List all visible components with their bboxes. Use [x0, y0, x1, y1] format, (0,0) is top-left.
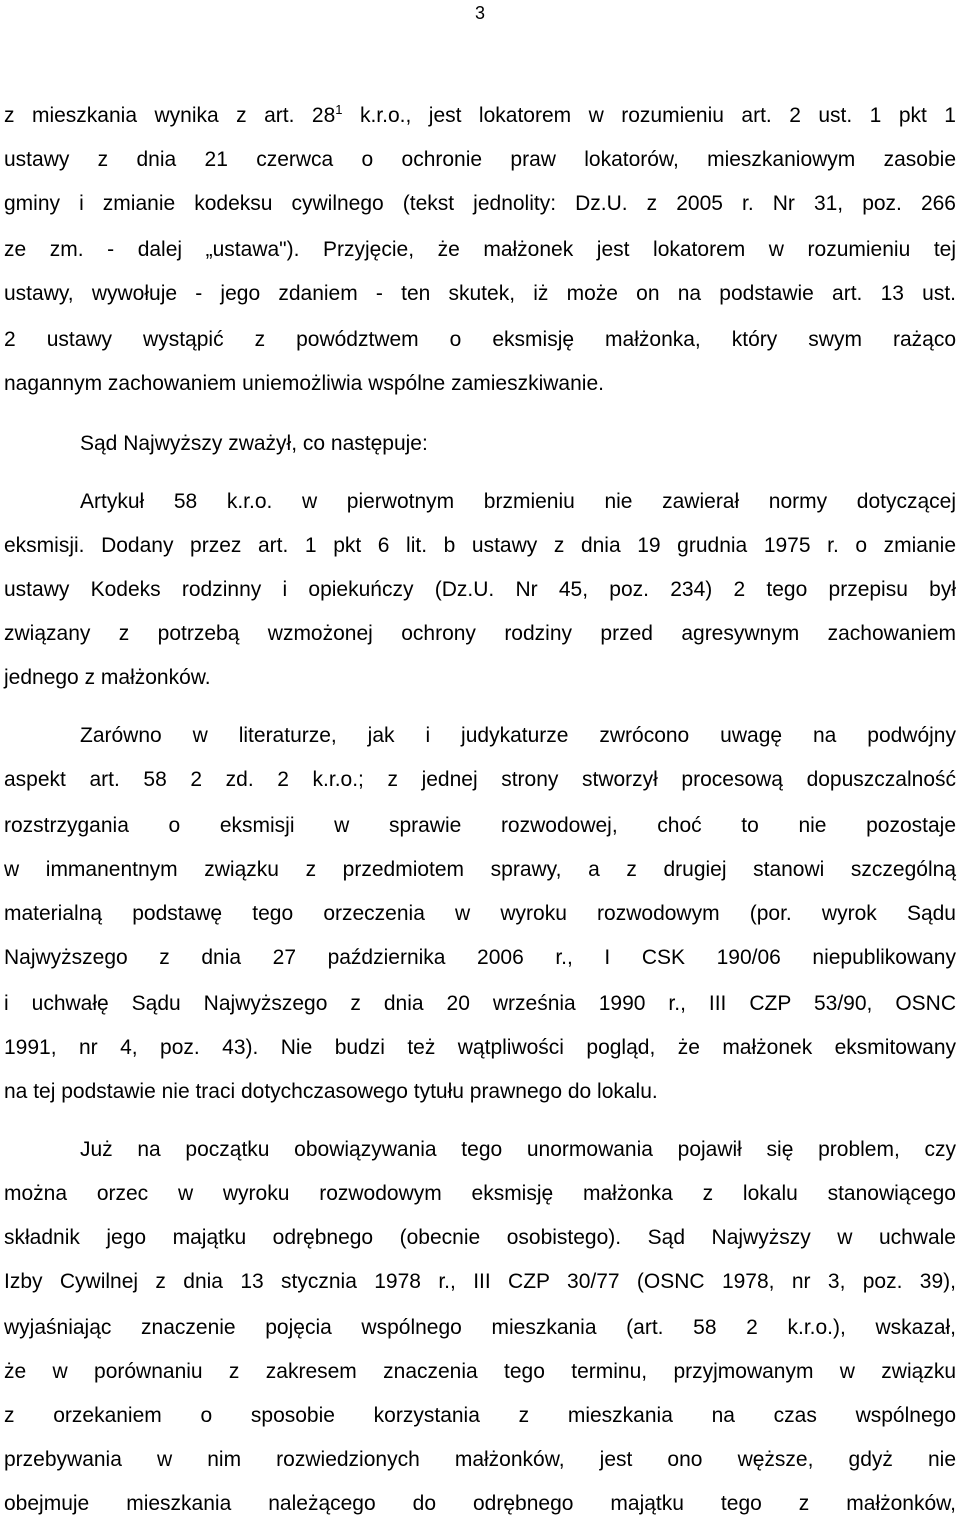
- text-line: można orzec w wyroku rozwodowym eksmisję małżonka z lokalu stanowiącego: [4, 1182, 956, 1205]
- text-line: materialną podstawę tego orzeczenia w wyroku rozwodowym (por. wyrok Sądu: [4, 902, 956, 925]
- text-line: gminy i zmianie kodeksu cywilnego (tekst jednolity: Dz.U. z 2005 r. Nr 31, poz. 266: [4, 192, 956, 215]
- text-line: aspekt art. 58 2 zd. 2 k.r.o.; z jednej strony stworzył procesową dopuszczalność: [4, 768, 956, 791]
- text-line: z mieszkania wynika z art. $28^1$ k.r.o., jest lokatorem w rozumieniu art. 2 ust. 1 pkt 1: [4, 102, 956, 127]
- text-line: Izby Cywilnej z dnia 13 stycznia 1978 r., III CZP 30/77 (OSNC 1978, nr 3, poz. 39),: [4, 1270, 956, 1293]
- text-line: Najwyższego z dnia 27 października 2006 r., I CSK 190/06 niepublikowany: [4, 946, 956, 969]
- text-line: przebywania w nim rozwiedzionych małżonków, jest ono węższe, gdyż nie: [4, 1448, 956, 1471]
- text-line: ustawy Kodeks rodzinny i opiekuńczy (Dz.U. Nr 45, poz. 234) 2 tego przepisu był: [4, 578, 956, 601]
- text-line: jednego z małżonków.: [4, 666, 211, 689]
- text-line: składnik jego majątku odrębnego (obecnie osobistego). Sąd Najwyższy w uchwale: [4, 1226, 956, 1249]
- text-line: że w porównaniu z zakresem znaczenia tego terminu, przyjmowanym w związku: [4, 1360, 956, 1383]
- text-line: obejmuje mieszkania należącego do odrębnego majątku tego z małżonków,: [4, 1492, 956, 1515]
- text-line: 1991, nr 4, poz. 43). Nie budzi też wątpliwości pogląd, że małżonek eksmitowany: [4, 1036, 956, 1059]
- text-line: i uchwałę Sądu Najwyższego z dnia 20 września 1990 r., III CZP 53/90, OSNC: [4, 992, 956, 1015]
- text-line: ustawy, wywołuje - jego zdaniem - ten skutek, iż może on na podstawie art. 13 ust.: [4, 282, 956, 305]
- section-heading: Sąd Najwyższy zważył, co następuje:: [80, 432, 428, 455]
- text-line: Już na początku obowiązywania tego unormowania pojawił się problem, czy: [80, 1138, 956, 1161]
- text-line: ze zm. - dalej „ustawa"). Przyjęcie, że małżonek jest lokatorem w rozumieniu tej: [4, 238, 956, 261]
- text-line: Artykuł 58 k.r.o. w pierwotnym brzmieniu nie zawierał normy dotyczącej: [80, 490, 956, 513]
- text-line: ustawy z dnia 21 czerwca o ochronie praw lokatorów, mieszkaniowym zasobie: [4, 148, 956, 171]
- text-line: rozstrzygania o eksmisji w sprawie rozwodowej, choć to nie pozostaje: [4, 814, 956, 837]
- text-line: związany z potrzebą wzmożonej ochrony rodziny przed agresywnym zachowaniem: [4, 622, 956, 645]
- text-line: nagannym zachowaniem uniemożliwia wspólne zamieszkiwanie.: [4, 372, 604, 395]
- text-line: 2 ustawy wystąpić z powództwem o eksmisję małżonka, który swym rażąco: [4, 328, 956, 351]
- text-line: Zarówno w literaturze, jak i judykaturze zwrócono uwagę na podwójny: [80, 724, 956, 747]
- text-line: eksmisji. Dodany przez art. 1 pkt 6 lit. b ustawy z dnia 19 grudnia 1975 r. o zmianie: [4, 534, 956, 557]
- page-number: 3: [474, 3, 485, 23]
- text-line: z orzekaniem o sposobie korzystania z mieszkania na czas wspólnego: [4, 1404, 956, 1427]
- text-line: na tej podstawie nie traci dotychczasowego tytułu prawnego do lokalu.: [4, 1080, 658, 1103]
- text-line: w immanentnym związku z przedmiotem sprawy, a z drugiej stanowi szczególną: [4, 858, 956, 881]
- text-line: wyjaśniając znaczenie pojęcia wspólnego mieszkania (art. 58 2 k.r.o.), wskazał,: [4, 1316, 956, 1339]
